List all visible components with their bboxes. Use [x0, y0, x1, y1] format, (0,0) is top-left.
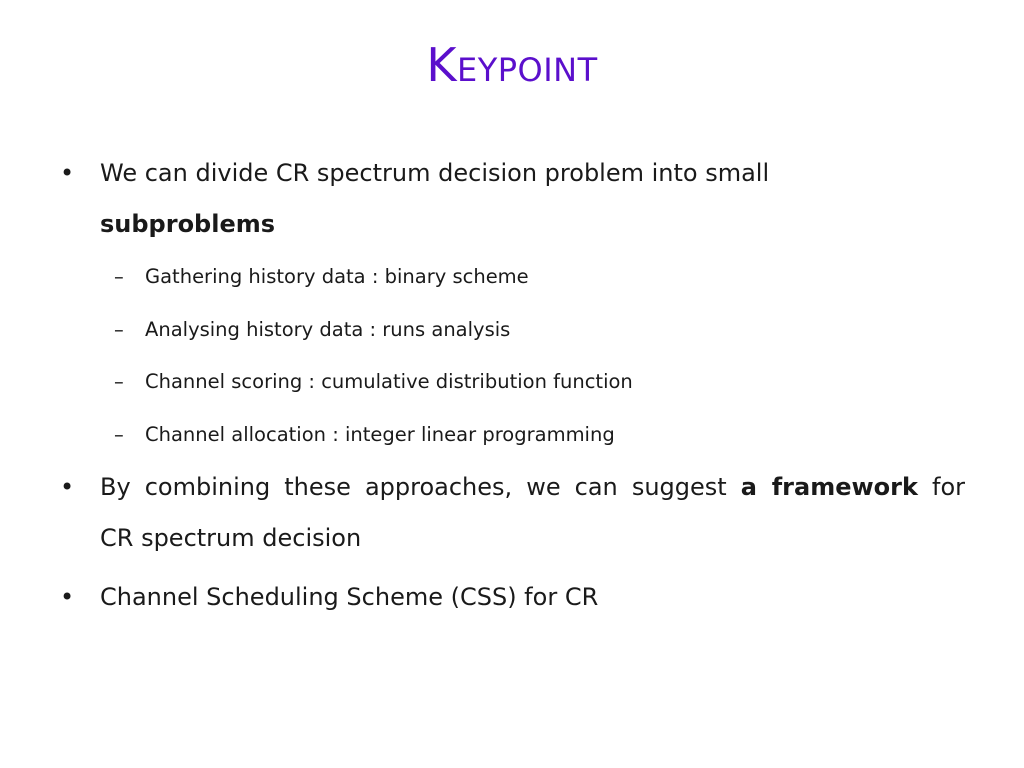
sub-item-allocation [60, 409, 965, 462]
bullet-bold-text: a framework [740, 473, 918, 501]
dash-marker: – [114, 422, 124, 446]
bullet-text: By combining these approaches, we can suggest [100, 473, 727, 501]
sub-item-text: Analysing history data : runs analysis [145, 317, 511, 341]
sub-list [60, 251, 965, 461]
bullet-text: Channel Scheduling Scheme (CSS) for CR [100, 583, 599, 611]
dash-marker: – [114, 370, 124, 393]
bullet-line [100, 462, 965, 513]
bullet-text-after: for [932, 473, 965, 501]
sub-item-analysing [60, 304, 965, 357]
bullet-item-css [60, 572, 965, 623]
sub-item-gathering [60, 251, 965, 304]
bullet-item-subproblems [60, 148, 965, 250]
bullet-marker: • [60, 473, 75, 501]
slide-title: Keypoint [426, 38, 598, 92]
bullet-item-framework [60, 462, 965, 564]
slide-content [60, 148, 965, 623]
sub-item-scoring [60, 356, 965, 409]
dash-marker: – [114, 265, 124, 288]
bullet-line-2: CR spectrum decision [100, 524, 362, 552]
bullet-marker: • [60, 583, 75, 611]
bullet-bold-text: subproblems [100, 210, 276, 238]
sub-item-text: Channel allocation : integer linear programming [145, 422, 615, 446]
bullet-marker: • [60, 159, 75, 187]
bullet-text: We can divide CR spectrum decision problem into small [100, 159, 770, 187]
sub-item-text: Gathering history data : binary scheme [145, 265, 529, 288]
sub-item-text: Channel scoring : cumulative distribution function [145, 370, 633, 393]
dash-marker: – [114, 317, 124, 341]
